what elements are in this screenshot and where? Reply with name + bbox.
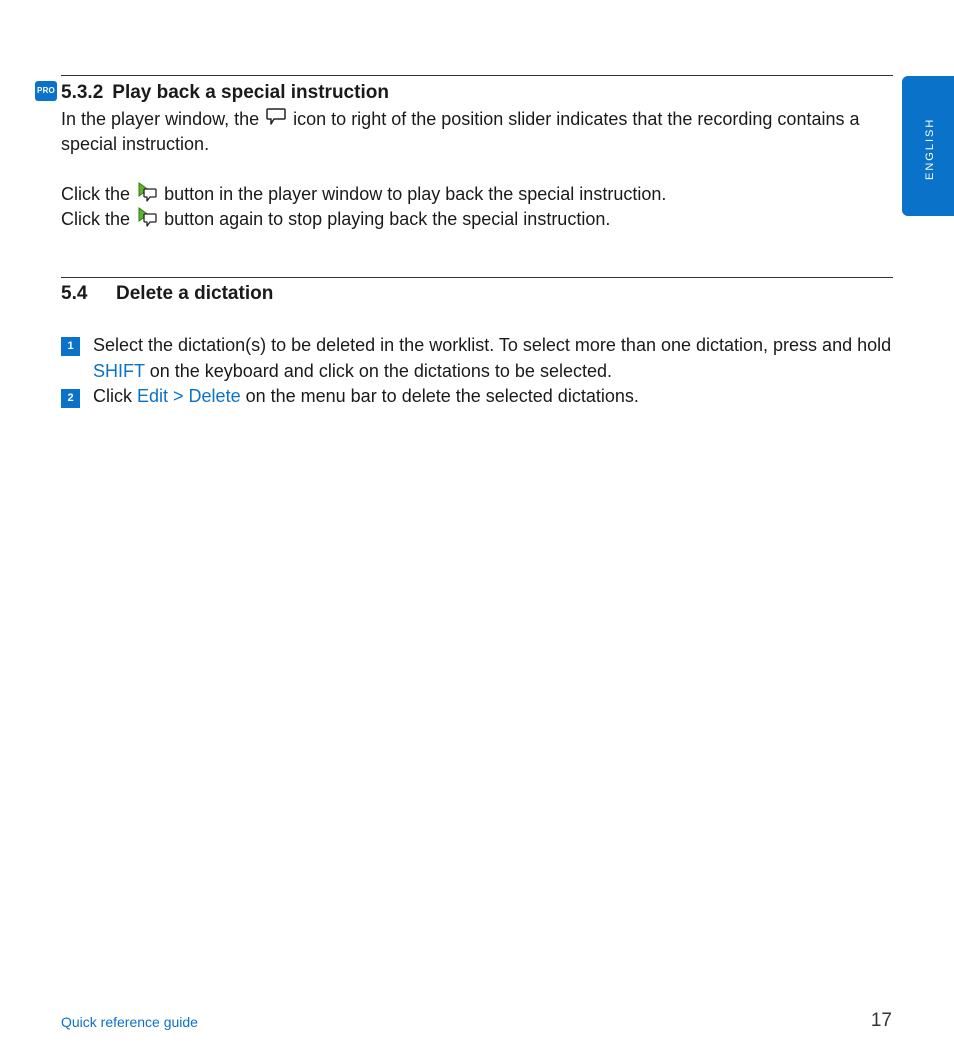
paragraph-stop-instruction: Click the button again to stop playing back the special instruction. (61, 206, 891, 232)
step-number-badge: 2 (61, 389, 80, 408)
menu-path-edit-delete: Edit > Delete (137, 386, 241, 406)
pro-badge: PRO (35, 81, 57, 101)
section-heading-5-3-2 (61, 82, 389, 104)
section-title: Delete a dictation (116, 283, 274, 304)
play-instruction-icon (136, 181, 158, 203)
page-number: 17 (870, 1010, 892, 1031)
language-tab-label: ENGLISH (924, 117, 936, 180)
section-title: Play back a special instruction (112, 82, 389, 103)
speech-bubble-icon (265, 106, 287, 128)
section-divider (61, 277, 893, 278)
section-number: 5.4 (61, 283, 88, 304)
paragraph-special-instruction: In the player window, the icon to right of the position slider indicates that the recording contains a special instruction. (61, 106, 891, 157)
step-text: Click Edit > Delete on the menu bar to delete the selected dictations. (93, 386, 639, 406)
section-divider-top (61, 75, 893, 76)
paragraph-play-instruction: Click the button in the player window to play back the special instruction. (61, 181, 891, 207)
footer-document-title: Quick reference guide (61, 1014, 198, 1030)
section-heading-5-4 (61, 283, 273, 305)
section-number: 5.3.2 (61, 82, 104, 103)
step-number-badge: 1 (61, 337, 80, 356)
step-text: Select the dictation(s) to be deleted in the worklist. To select more than one dictation, press and hold SHIFT on the keyboard and click on the dictations to be selected. (93, 335, 892, 381)
keyboard-key-shift: SHIFT (93, 361, 145, 381)
play-instruction-icon (136, 206, 158, 228)
